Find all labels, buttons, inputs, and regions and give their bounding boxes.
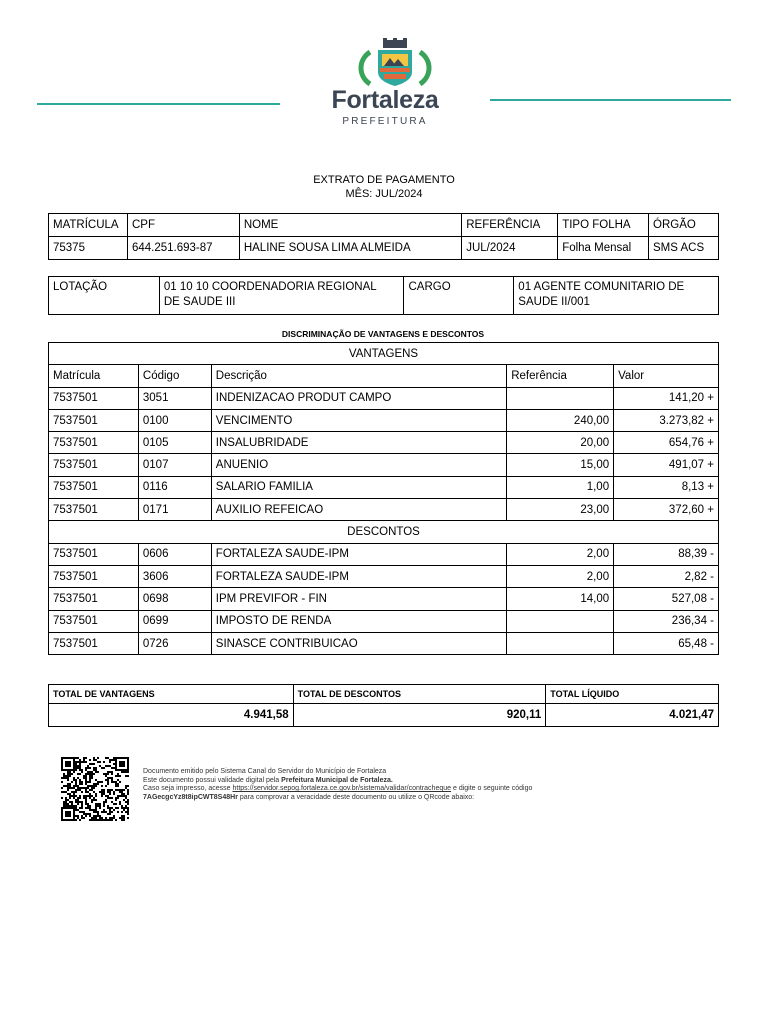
cell-descricao: FORTALEZA SAUDE-IPM xyxy=(211,565,506,587)
total-descontos-label: TOTAL DE DESCONTOS xyxy=(293,685,546,704)
cell-matricula: 7537501 xyxy=(49,476,139,498)
cell-matricula: 7537501 xyxy=(49,409,139,431)
cell-codigo: 0699 xyxy=(138,610,211,632)
info-referencia: JUL/2024 xyxy=(462,237,558,260)
cell-codigo: 0116 xyxy=(138,476,211,498)
totals-label-row xyxy=(49,685,719,704)
validation-code: 7AGecgcYz8t8ipCWT8S48Hr xyxy=(143,793,238,801)
cell-codigo: 0726 xyxy=(138,632,211,654)
total-vantagens-value: 4.941,58 xyxy=(49,704,294,727)
cell-descricao: FORTALEZA SAUDE-IPM xyxy=(211,543,506,565)
breakdown-title: DISCRIMINAÇÃO DE VANTAGENS E DESCONTOS xyxy=(281,329,485,339)
cell-matricula: 7537501 xyxy=(49,632,139,654)
cell-valor: 527,08 - xyxy=(614,588,719,610)
cell-valor: 236,34 - xyxy=(614,610,719,632)
lotacao-value xyxy=(159,277,404,315)
cell-valor: 2,82 - xyxy=(614,565,719,587)
table-row xyxy=(49,499,719,521)
cell-valor: 141,20 + xyxy=(614,387,719,409)
cell-valor: 8,13 + xyxy=(614,476,719,498)
cell-codigo: 0698 xyxy=(138,588,211,610)
validation-link[interactable]: https://servidor.sepog.fortaleza.ce.gov.br/sistema/validar/contracheque xyxy=(232,785,452,793)
totals-table xyxy=(48,684,719,727)
cell-matricula: 7537501 xyxy=(49,432,139,454)
cell-descricao: VENCIMENTO xyxy=(211,409,506,431)
info-tipo-folha: Folha Mensal xyxy=(558,237,649,260)
cargo-value-line1: 01 AGENTE COMUNITARIO DE xyxy=(518,281,685,293)
header-left-line xyxy=(37,103,280,105)
cell-matricula: 7537501 xyxy=(49,454,139,476)
brand-subtitle: PREFEITURA xyxy=(342,116,428,127)
cell-matricula: 7537501 xyxy=(49,387,139,409)
cell-matricula: 7537501 xyxy=(49,565,139,587)
footer-line2-text: Este documento possui validade digital pela xyxy=(143,776,282,784)
cell-valor: 3.273,82 + xyxy=(614,409,719,431)
info-header-referencia: REFERÊNCIA xyxy=(462,214,558,237)
cell-codigo: 0105 xyxy=(138,432,211,454)
cell-matricula: 7537501 xyxy=(49,610,139,632)
footer-line1: Documento emitido pelo Sistema Canal do Servidor do Município de Fortaleza xyxy=(143,768,387,775)
cell-referencia: 15,00 xyxy=(507,454,614,476)
cell-referencia: 240,00 xyxy=(507,409,614,431)
col-referencia-header: Referência xyxy=(507,365,614,387)
cell-codigo: 3051 xyxy=(138,387,211,409)
total-liquido-label: TOTAL LÍQUIDO xyxy=(546,685,719,704)
table-row xyxy=(49,409,719,431)
header-right-line xyxy=(490,99,731,101)
cell-codigo: 0107 xyxy=(138,454,211,476)
cell-matricula: 7537501 xyxy=(49,543,139,565)
total-descontos-value: 920,11 xyxy=(293,704,546,727)
info-nome: HALINE SOUSA LIMA ALMEIDA xyxy=(239,237,461,260)
cell-referencia: 14,00 xyxy=(507,588,614,610)
cell-matricula: 7537501 xyxy=(49,588,139,610)
vantagens-section-header: VANTAGENS xyxy=(49,343,719,365)
info-header-cpf: CPF xyxy=(127,214,239,237)
lotacao-value-line2: DE SAUDE III xyxy=(163,296,236,308)
cell-codigo: 0606 xyxy=(138,543,211,565)
lotacao-value-line1: 01 10 10 COORDENADORIA REGIONAL xyxy=(163,281,377,293)
info-header-orgao: ÓRGÃO xyxy=(649,214,719,237)
footer-line2 xyxy=(143,777,532,786)
info-cpf: 644.251.693-87 xyxy=(127,237,239,260)
cell-referencia: 2,00 xyxy=(507,565,614,587)
info-header-matricula: MATRÍCULA xyxy=(49,214,128,237)
brand-name: Fortaleza xyxy=(331,86,439,114)
table-row xyxy=(49,454,719,476)
table-row xyxy=(49,543,719,565)
footer-line2-bold: Prefeitura Municipal de Fortaleza. xyxy=(281,776,393,784)
cell-referencia: 2,00 xyxy=(507,543,614,565)
cell-codigo: 0171 xyxy=(138,499,211,521)
position-row xyxy=(49,277,719,315)
cell-valor: 65,48 - xyxy=(614,632,719,654)
info-orgao: SMS ACS xyxy=(649,237,719,260)
cell-valor: 88,39 - xyxy=(614,543,719,565)
document-month: MÊS: JUL/2024 xyxy=(345,188,423,200)
cell-referencia: 23,00 xyxy=(507,499,614,521)
cell-descricao: ANUENIO xyxy=(211,454,506,476)
vantagens-section-row xyxy=(49,343,719,365)
table-row xyxy=(49,565,719,587)
cargo-value-line2: SAUDE II/001 xyxy=(518,296,590,308)
cell-referencia: 20,00 xyxy=(507,432,614,454)
document-title: EXTRATO DE PAGAMENTO xyxy=(313,174,455,186)
cell-referencia xyxy=(507,610,614,632)
footer-line3-text: Caso seja impresso, acesse xyxy=(143,785,233,793)
employee-info-table xyxy=(48,213,719,260)
info-matricula: 75375 xyxy=(49,237,128,260)
cell-descricao: INSALUBRIDADE xyxy=(211,432,506,454)
cell-descricao: SINASCE CONTRIBUICAO xyxy=(211,632,506,654)
table-row xyxy=(49,610,719,632)
col-codigo-header: Código xyxy=(138,365,211,387)
cell-descricao: INDENIZACAO PRODUT CAMPO xyxy=(211,387,506,409)
cell-descricao: IPM PREVIFOR - FIN xyxy=(211,588,506,610)
table-row xyxy=(49,588,719,610)
cell-codigo: 0100 xyxy=(138,409,211,431)
cargo-value xyxy=(514,277,719,315)
validation-qr-code[interactable] xyxy=(61,757,129,821)
col-descricao-header: Descrição xyxy=(211,365,506,387)
total-vantagens-label: TOTAL DE VANTAGENS xyxy=(49,685,294,704)
breakdown-column-header-row xyxy=(49,365,719,387)
position-table xyxy=(48,276,719,315)
cell-referencia: 1,00 xyxy=(507,476,614,498)
info-header-tipo-folha: TIPO FOLHA xyxy=(558,214,649,237)
cell-valor: 654,76 + xyxy=(614,432,719,454)
table-row xyxy=(49,387,719,409)
descontos-section-header: DESCONTOS xyxy=(49,521,719,543)
col-valor-header: Valor xyxy=(614,365,719,387)
total-liquido-value: 4.021,47 xyxy=(546,704,719,727)
cell-descricao: IMPOSTO DE RENDA xyxy=(211,610,506,632)
table-row xyxy=(49,476,719,498)
footer-line4-post: para comprovar a veracidade deste documento ou utilize o QRcode abaixo: xyxy=(237,793,475,801)
info-value-row xyxy=(49,237,719,260)
lotacao-label: LOTAÇÃO xyxy=(49,277,160,315)
cell-valor: 372,60 + xyxy=(614,499,719,521)
breakdown-table xyxy=(48,342,719,655)
validation-footer xyxy=(143,768,532,802)
cell-referencia xyxy=(507,632,614,654)
table-row xyxy=(49,432,719,454)
info-header-row xyxy=(49,214,719,237)
col-matricula-header: Matrícula xyxy=(49,365,139,387)
cargo-label: CARGO xyxy=(404,277,514,315)
footer-line3-post: e digite o seguinte código xyxy=(451,785,533,793)
cell-descricao: AUXILIO REFEICAO xyxy=(211,499,506,521)
cell-matricula: 7537501 xyxy=(49,499,139,521)
footer-line4 xyxy=(143,794,532,803)
cell-valor: 491,07 + xyxy=(614,454,719,476)
totals-value-row xyxy=(49,704,719,727)
cell-descricao: SALARIO FAMILIA xyxy=(211,476,506,498)
table-row xyxy=(49,632,719,654)
cell-referencia xyxy=(507,387,614,409)
info-header-nome: NOME xyxy=(239,214,461,237)
descontos-section-row xyxy=(49,521,719,543)
cell-codigo: 3606 xyxy=(138,565,211,587)
footer-line3 xyxy=(143,785,532,794)
